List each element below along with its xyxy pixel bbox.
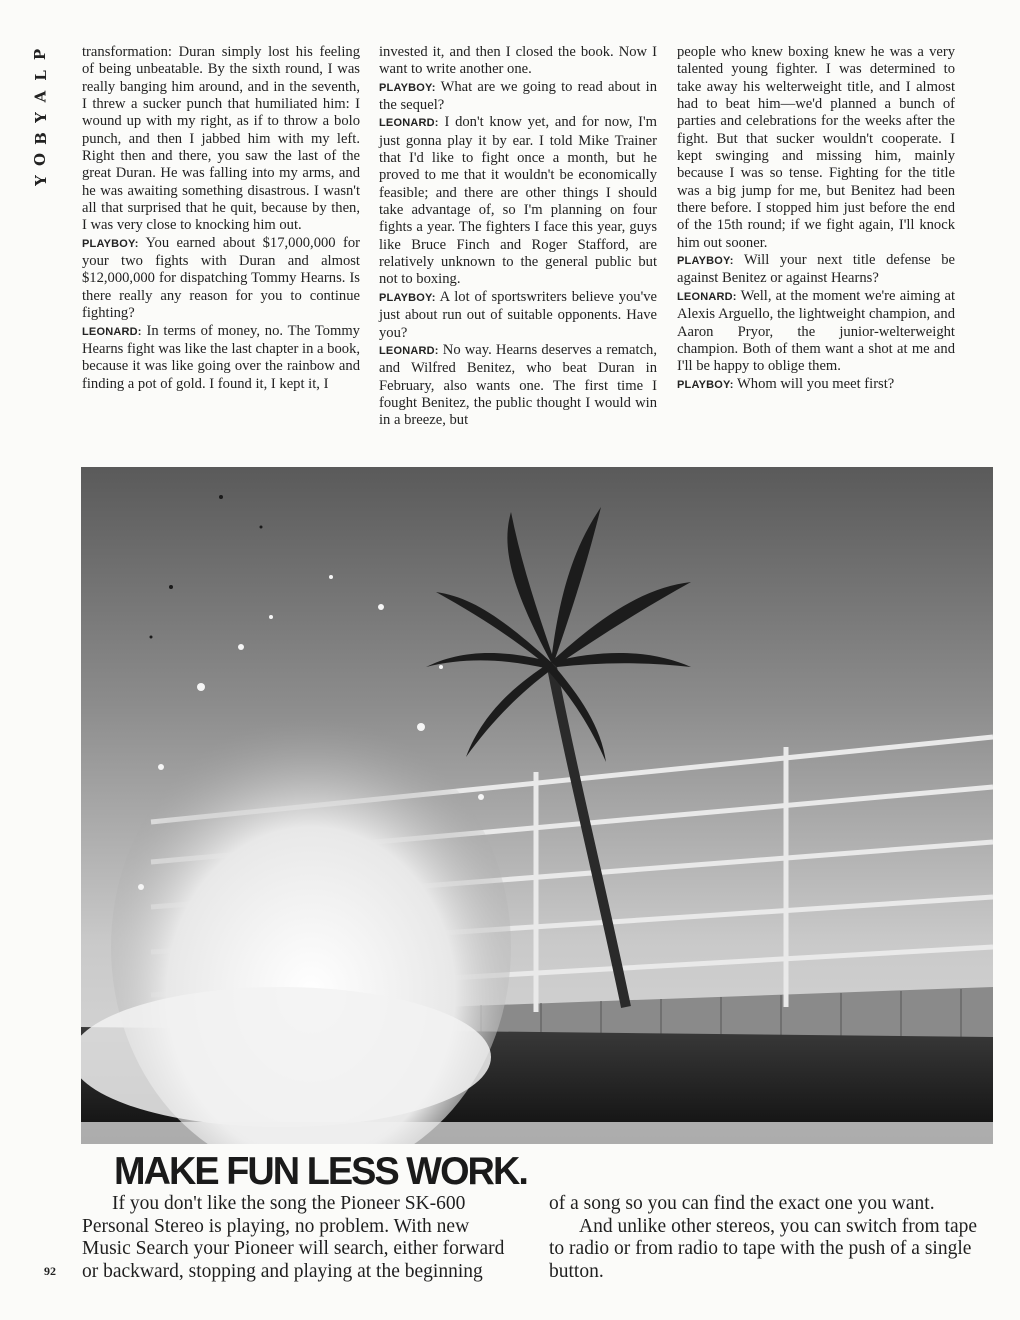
ad-headline: MAKE FUN LESS WORK. <box>114 1150 527 1193</box>
interview-column-2 <box>379 44 657 430</box>
speaker-label: PLAYBOY: <box>379 81 436 94</box>
paragraph-text: Will your next title defense be against Benitez or against Hearns? <box>677 252 955 287</box>
magazine-name-letter: P <box>31 48 50 61</box>
interview-paragraph <box>379 79 657 115</box>
paragraph-text: A lot of sportswriters believe you've just about run out of suitable opponents. Have you? <box>379 288 657 341</box>
paragraph-text: people who knew boxing knew he was a very talented young fighter. I was determined to take away his welterweight title, and I almost had to beat him—we'd planned a bunch of parties and celebrations for the weeks after the fight. But that sucker wouldn't cooperate. I kept swinging and missing him, mainly because I was so tense. Fighting for the title was a big jump for me, but Benitez had been there before. I stopped him just before the end of the 15th round; if we fight again, I'll knock him out sooner. <box>677 44 955 251</box>
speaker-label: LEONARD: <box>379 117 439 130</box>
interview-paragraph <box>379 342 657 430</box>
paragraph-text: You earned about $17,000,000 for your two fights with Duran and almost $12,000,000 for dispatching Tommy Hearns. Is there really any reason for you to continue fighting? <box>82 234 361 322</box>
magazine-name-letter: Y <box>31 175 50 186</box>
speaker-label: PLAYBOY: <box>379 291 436 304</box>
magazine-name-letter: L <box>31 70 50 81</box>
speaker-label: LEONARD: <box>379 344 439 357</box>
paragraph-text: transformation: Duran simply lost his feeling of being unbeatable. By the sixth round, I was really banging him around, and in the seventh, I threw a sucker punch that humiliated him: I wound up with my right, as if to throw a bolo punch, and then I jabbed him with my left. Right then and there, you saw the last of the great Duran. He was falling into my arms, and he was awaiting something disastrous. I wasn't all that surprised that he quit, because by then, I was very close to knocking him out. <box>82 44 360 234</box>
paragraph-text: invested it, and then I closed the book. Now I want to write another one. <box>379 44 657 78</box>
paragraph-text: Well, at the moment we're aiming at Alexis Arguello, the lightweight champion, and Aaron Pryor, the junior-welterweight champion. Both of them want a shot at me and I'll be happy to oblige them. <box>677 287 956 375</box>
speaker-label: LEONARD: <box>82 325 142 338</box>
ad-body-column-1 <box>82 1193 522 1283</box>
ad-body-paragraph: of a song so you can find the exact one you want. <box>549 1193 935 1214</box>
interview-paragraph <box>82 235 360 323</box>
advertisement-photo-palm-splash <box>81 467 993 1144</box>
paragraph-text: In terms of money, no. The Tommy Hearns fight was like the last chapter in a book, because it was like going over the rainbow and finding a pot of gold. I found it, I kept it, I <box>82 322 361 392</box>
magazine-name-letter: Y <box>31 112 50 123</box>
speaker-label: PLAYBOY: <box>677 255 734 268</box>
ad-body-paragraph: And unlike other stereos, you can switch from tape to radio or from radio to tape with the push of a single button. <box>549 1215 978 1282</box>
interview-paragraph <box>677 252 955 288</box>
ad-body-paragraph: If you don't like the song the Pioneer SK-600 Personal Stereo is playing, no problem. With new Music Search your Pioneer will search, either forward or backward, stopping and playing at the beginning <box>82 1193 505 1282</box>
ad-body-column-2 <box>549 1193 989 1283</box>
interview-paragraph <box>82 323 360 393</box>
magazine-name-letter: A <box>31 90 50 103</box>
interview-column-1 <box>82 44 360 393</box>
interview-paragraph <box>677 44 955 252</box>
interview-paragraph <box>82 44 360 235</box>
paragraph-text: No way. Hearns deserves a rematch, and Wilfred Benitez, who beat Duran in February, also wants one. The first time I fought Benitez, the public thought I would win in a breeze, but <box>379 341 657 429</box>
interview-paragraph <box>379 289 657 342</box>
magazine-name-letter: B <box>31 132 50 145</box>
interview-paragraph <box>677 288 955 376</box>
interview-paragraph <box>677 376 955 394</box>
magazine-name-vertical <box>30 44 52 191</box>
paragraph-text: I don't know yet, and for now, I'm just gonna play it by ear. I told Mike Trainer that I'd like to fight once a month, but he proved to me that it wouldn't be economically feasible; and there are other things I should take advantage of, so I'm planning on four fights a year. The fighters I face this year, guys like Bruce Finch and Roger Stafford, are relatively unknown to the general public but not to boxing. <box>379 114 657 288</box>
magazine-name-letter: O <box>31 152 50 167</box>
speaker-label: PLAYBOY: <box>677 378 734 391</box>
paragraph-text: Whom will you meet first? <box>737 375 895 392</box>
interview-paragraph <box>379 44 657 79</box>
interview-paragraph <box>379 114 657 288</box>
speaker-label: PLAYBOY: <box>82 237 139 250</box>
interview-column-3 <box>677 44 955 394</box>
speaker-label: LEONARD: <box>677 290 737 303</box>
page-number: 92 <box>44 1264 56 1278</box>
paragraph-text: What are we going to read about in the sequel? <box>379 78 657 114</box>
